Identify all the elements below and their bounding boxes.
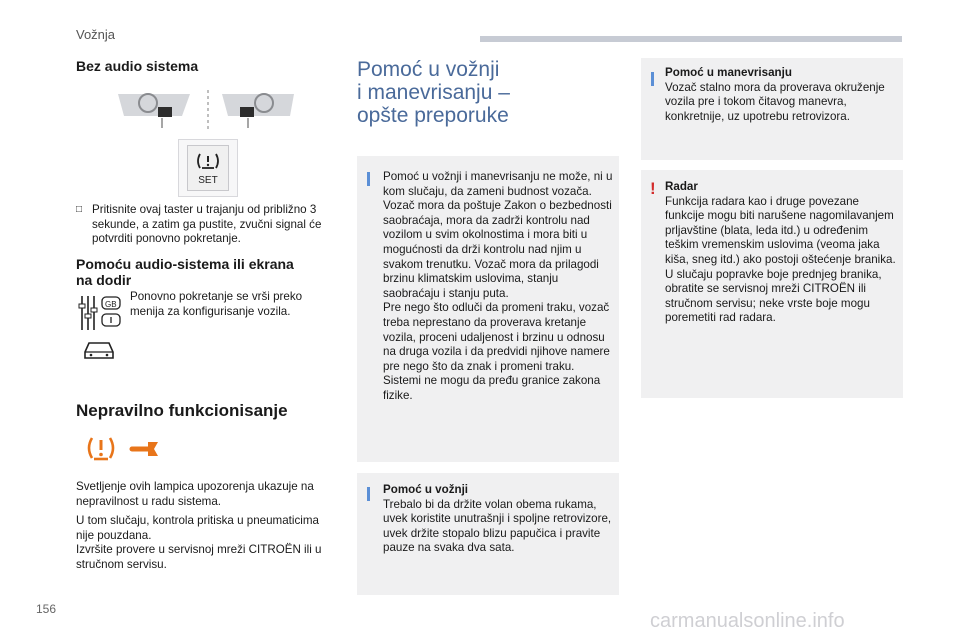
touch-instruction-text: Ponovno pokretanje se vrši preko menija za konfigurisanje vozila.	[130, 290, 303, 318]
page-title	[357, 58, 617, 127]
heading-touch-line1: Pomoću audio-sistema ili ekrana	[76, 256, 294, 272]
info-panel-driving	[357, 473, 619, 595]
steering-wheel-illustration	[110, 88, 306, 132]
title-line-1: Pomoć u vožnji	[357, 58, 500, 81]
checkbox-bullet-icon: □	[76, 204, 83, 215]
set-label: SET	[198, 175, 218, 186]
car-icon	[82, 338, 116, 362]
malfunction-paragraph-1: Svetljenje ovih lampica upozorenja ukazuje na nepravilnost u radu sistema.	[76, 480, 314, 508]
radar-text-1: Funkcija radara kao i druge povezane funkcije mogu biti narušene nagomilavanjem prljavštine (blata, leda itd.) u određenim teškim vremenskim uslovima (veoma jaka kiša, sneg itd.) ako postoji oštećenje branika.	[665, 194, 896, 266]
info-panel-driving-text	[383, 483, 613, 556]
radar-title: Radar	[665, 180, 698, 193]
tire-pressure-icon	[196, 151, 220, 171]
info-panel-maneuvering-text	[665, 66, 897, 124]
gb-label: GB	[105, 300, 117, 309]
header-bar	[480, 36, 902, 42]
instruction-bullet	[76, 203, 338, 247]
warning-panel-radar-text	[665, 180, 899, 326]
maneuvering-title: Pomoć u manevrisanju	[665, 66, 792, 79]
settings-sliders-icon	[76, 294, 124, 332]
instruction-text: Pritisnite ovaj taster u trajanju od približno 3 sekunde, a zatim ga pustite, zvučni signal će potvrditi ponovno pokretanje.	[92, 203, 322, 246]
heading-touch-line2: na dodir	[76, 272, 132, 288]
general-p2: Pre nego što odluči da promeni traku, vozač treba neprestano da proverava kretanje vozila, proceni udaljenost i brzinu u odnosu na druga vozila i da predvidi njihove namere pre nego što da znak i promeni traku.	[383, 301, 610, 373]
heading-touch-screen	[76, 256, 294, 288]
malfunction-p2-line2: Izvršite provere u servisnoj mreži CITROËN ili u stručnom servisu.	[76, 543, 322, 571]
section-header: Vožnja	[76, 27, 116, 42]
maneuvering-text: Vozač stalno mora da proverava okruženje vozila pre i tokom čitavog manevra, konkretnije, uz upotrebu retrovizora.	[665, 80, 885, 123]
page-number: 156	[36, 602, 57, 616]
driving-text: Trebalo bi da držite volan obema rukama, uvek koristite unutrašnji i spoljne retrovizore, uvek držite stopalo blizu papučica i pravite pauze na svaka dva sata.	[383, 497, 612, 555]
heading-malfunction: Nepravilno funkcionisanje	[76, 401, 288, 420]
tire-warning-icon	[86, 434, 116, 464]
general-p1: Pomoć u vožnji i manevrisanju ne može, ni u kom slučaju, da zameni budnost vozača. Vozač mora da poštuje Zakon o bezbednosti saobraćaja, mora da zadrži kontrolu nad vozilom u svim okolnostima i mora biti u mogućnosti da drži kontrolu nad njim u svakom trenutku. Vozač mora da prilagodi brzinu klimatskim uslovima, stanju saobraćaju i stanju puta.	[383, 170, 613, 300]
title-line-2: i manevrisanju –	[357, 81, 510, 104]
warning-exclamation-icon: !	[650, 179, 656, 198]
general-p3: Sistemi ne mogu da pređu granice zakona fizike.	[383, 374, 601, 402]
info-icon	[367, 172, 370, 186]
title-line-3: opšte preporuke	[357, 104, 509, 127]
heading-no-audio: Bez audio sistema	[76, 58, 199, 74]
malfunction-p2-line1: U tom slučaju, kontrola pritiska u pneumaticima nije pouzdana.	[76, 514, 319, 542]
malfunction-paragraph-2	[76, 514, 338, 572]
set-button-illustration	[178, 139, 238, 197]
radar-text-2: U slučaju popravke boje prednjeg branika, obratite se servisnoj mreži CITROËN ili stručnom servisu; neke vrste boje mogu poremetiti rad radara.	[665, 267, 882, 325]
info-panel-maneuvering	[641, 58, 903, 160]
info-icon	[651, 72, 654, 86]
watermark: carmanualsonline.info	[650, 610, 845, 632]
wrench-icon	[128, 438, 160, 460]
info-panel-general	[357, 156, 619, 462]
info-icon	[367, 487, 370, 501]
driving-title: Pomoć u vožnji	[383, 483, 469, 496]
info-panel-general-text	[383, 170, 615, 404]
warning-panel-radar	[641, 170, 903, 398]
